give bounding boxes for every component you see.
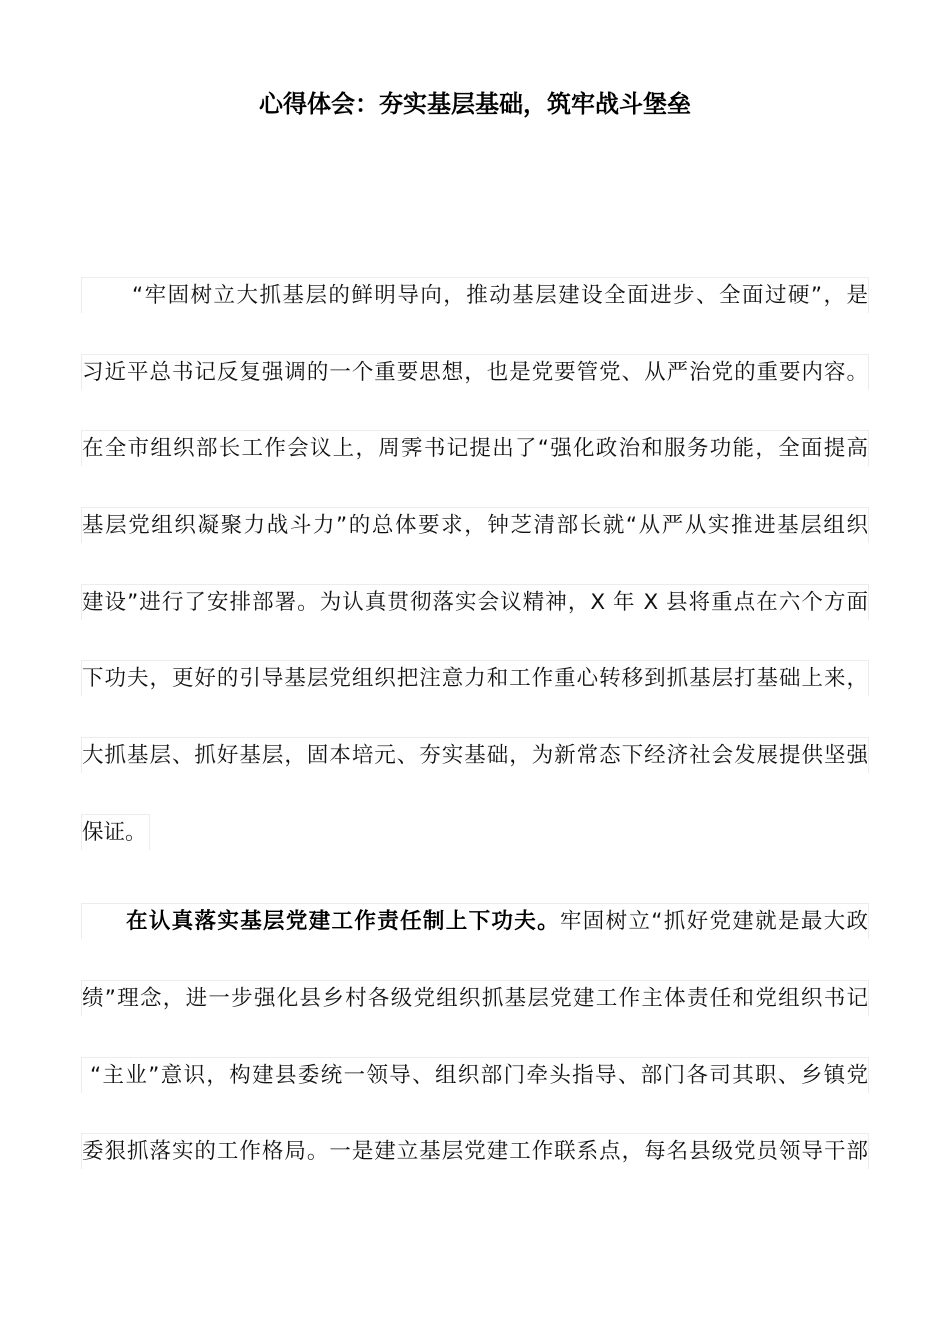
paragraph-1-line-7: 大抓基层、抓好基层，固本培元、夯实基础，为新常态下经济社会发展提供坚强 xyxy=(81,737,869,773)
paragraph-2-line-2: 绩”理念，进一步强化县乡村各级党组织抓基层党建工作主体责任和党组织书记 xyxy=(81,980,869,1016)
paragraph-1-line-3: 在全市组织部长工作会议上，周霁书记提出了“强化政治和服务功能，全面提高 xyxy=(81,430,869,466)
paragraph-1-line-5: 建设”进行了安排部署。为认真贯彻落实会议精神，X 年 X 县将重点在六个方面 xyxy=(81,584,869,620)
paragraph-1-line-4: 基层党组织凝聚力战斗力”的总体要求，钟芝清部长就“从严从实推进基层组织 xyxy=(81,507,869,543)
paragraph-2-line-4: 委狠抓落实的工作格局。一是建立基层党建工作联系点，每名县级党员领导干部 xyxy=(81,1133,869,1169)
paragraph-1-line-8: 保证。 xyxy=(81,814,150,850)
paragraph-2-line-1-rest: 牢固树立“抓好党建就是最大政 xyxy=(559,909,868,934)
paragraph-2-line-1 xyxy=(81,903,869,939)
paragraph-1-line-1: “牢固树立大抓基层的鲜明导向，推动基层建设全面进步、全面过硬”，是 xyxy=(81,277,869,313)
document-title: 心得体会：夯实基层基础，筑牢战斗堡垒 xyxy=(259,90,691,118)
paragraph-1-line-6: 下功夫，更好的引导基层党组织把注意力和工作重心转移到抓基层打基础上来， xyxy=(81,660,869,696)
paragraph-2-heading: 在认真落实基层党建工作责任制上下功夫。 xyxy=(126,909,560,934)
paragraph-1-line-2: 习近平总书记反复强调的一个重要思想，也是党要管党、从严治党的重要内容。 xyxy=(81,354,869,390)
paragraph-2-line-3: “主业”意识，构建县委统一领导、组织部门牵头指导、部门各司其职、乡镇党 xyxy=(81,1057,869,1093)
